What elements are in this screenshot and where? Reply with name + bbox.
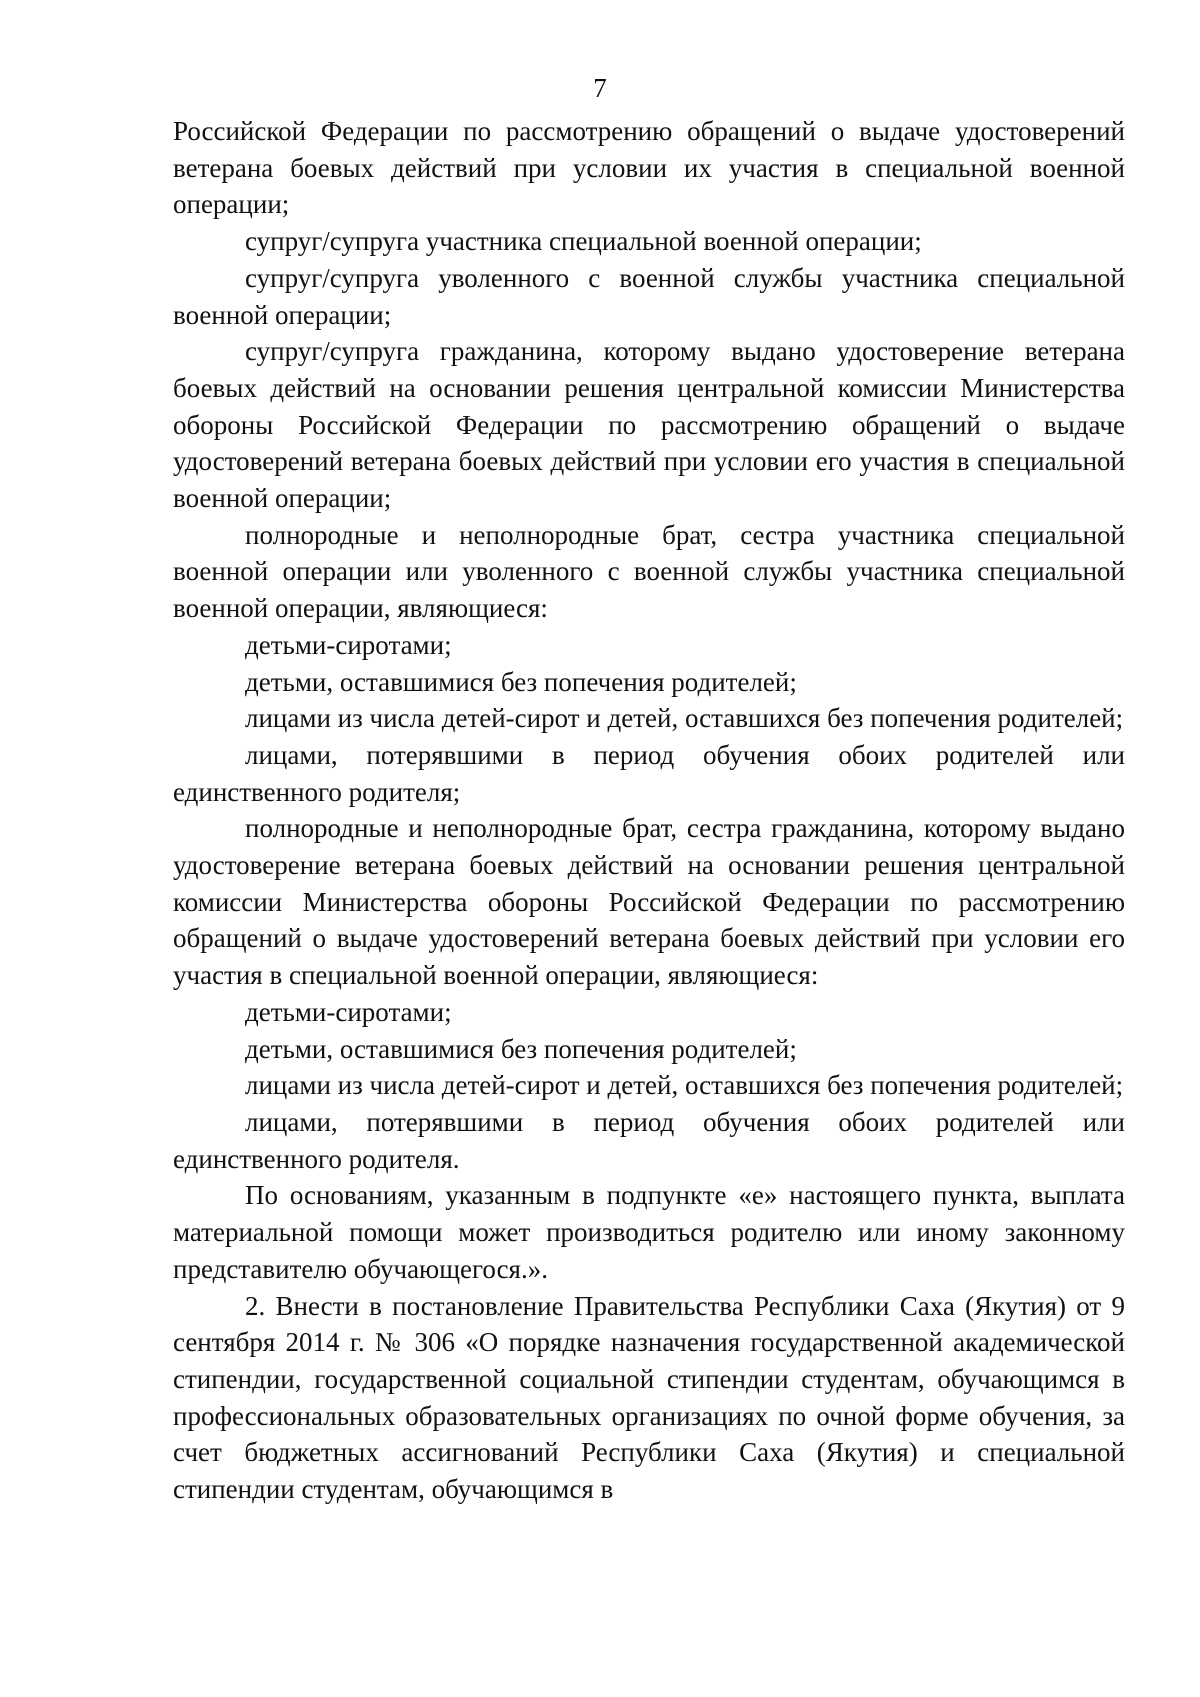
paragraph: детьми, оставшимися без попечения родителей; — [245, 1033, 797, 1064]
paragraph: супруг/супруга гражданина, которому выдано удостоверение ветерана боевых действий на основании решения центральной комиссии Министерства обороны Российской Федерации по рассмотрению обращений о выдаче удостоверений ветерана боевых действий при условии его участия в специальной военной операции; — [173, 336, 1125, 514]
paragraph: полнородные и неполнородные брат, сестра участника специальной военной операции или уволенного с военной службы участника специальной военной операции, являющиеся: — [173, 519, 1125, 624]
page-number: 7 — [593, 73, 607, 103]
paragraph: детьми-сиротами; — [245, 996, 452, 1027]
paragraph: детьми, оставшимися без попечения родителей; — [245, 666, 797, 697]
paragraph: лицами, потерявшими в период обучения обоих родителей или единственного родителя. — [173, 1106, 1125, 1174]
paragraph-continuation: Российской Федерации по рассмотрению обращений о выдаче удостоверений ветерана боевых действий при условии их участия в специальной военной операции; — [173, 116, 1125, 220]
paragraph: По основаниям, указанным в подпункте «е» настоящего пункта, выплата материальной помощи может производиться родителю или иному законному представителю обучающегося.». — [173, 1180, 1125, 1284]
paragraph: детьми-сиротами; — [245, 629, 452, 660]
paragraph: полнородные и неполнородные брат, сестра гражданина, которому выдано удостоверение ветерана боевых действий на основании решения центральной комиссии Министерства обороны Российской Федерации по рассмотрению обращений о выдаче удостоверений ветерана боевых действий при условии его участия в специальной военной операции, являющиеся: — [173, 813, 1125, 991]
document-body — [173, 113, 1125, 1508]
paragraph: лицами из числа детей-сирот и детей, оставшихся без попечения родителей; — [245, 1070, 1124, 1101]
paragraph: лицами, потерявшими в период обучения обоих родителей или единственного родителя; — [173, 739, 1125, 807]
paragraph: 2. Внести в постановление Правительства Республики Саха (Якутия) от 9 сентября 2014 г. № 306 «О порядке назначения государственной академической стипендии, государственной социальной стипендии студентам, обучающимся в профессиональных образовательных организациях по очной форме обучения, за счет бюджетных ассигнований Республики Саха (Якутия) и специальной стипендии студентам, обучающимся в — [173, 1290, 1125, 1505]
paragraph: супруг/супруга уволенного с военной службы участника специальной военной операции; — [173, 262, 1125, 330]
paragraph: супруг/супруга участника специальной военной операции; — [245, 226, 922, 257]
paragraph: лицами из числа детей-сирот и детей, оставшихся без попечения родителей; — [245, 703, 1124, 734]
